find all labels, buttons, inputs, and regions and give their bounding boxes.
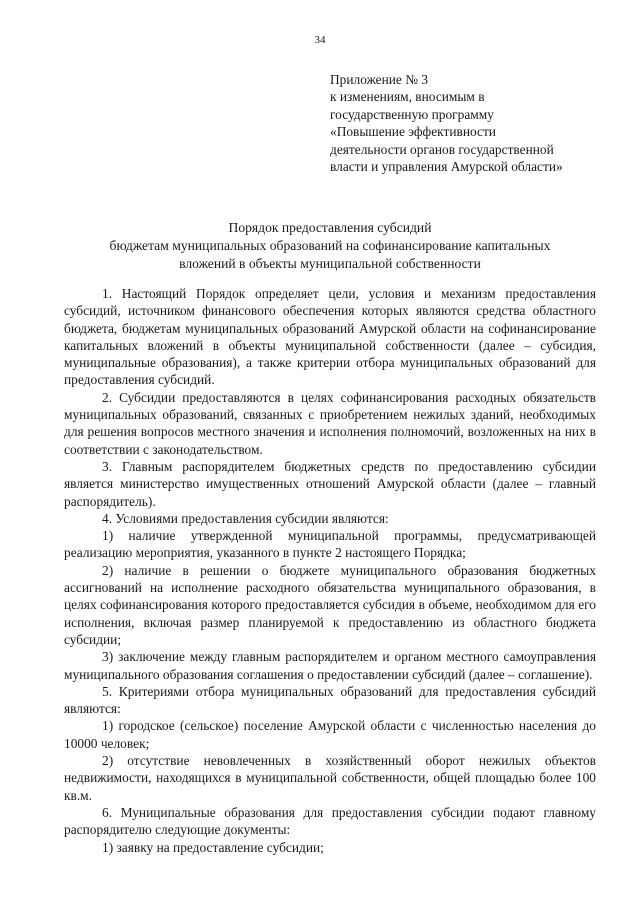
paragraph-5: 5. Критериями отбора муниципальных образований для предоставления субсидий являются: — [64, 683, 596, 717]
appendix-line: деятельности органов государственной — [330, 141, 554, 157]
paragraph-2: 2. Субсидии предоставляются в целях софинансирования расходных обязательств муниципальных образований, связанных с приобретением нежилых зданий, необходимых для решения вопросов местного значения и исполнения полномочий, возложенных на них в соответствии с законодательством. — [64, 389, 596, 457]
appendix-line: власти и управления Амурской области» — [330, 159, 563, 175]
document-body — [64, 285, 596, 856]
title-line: вложений в объекты муниципальной собственности — [179, 256, 481, 272]
paragraph-6-item-1: 1) заявку на предоставление субсидии; — [102, 839, 324, 855]
paragraph-6: 6. Муниципальные образования для предоставления субсидии подают главному распорядителю следующие документы: — [64, 804, 596, 838]
title-line: бюджетам муниципальных образований на софинансирование капитальных — [109, 238, 551, 254]
appendix-line: к изменениям, вносимым в — [330, 89, 485, 105]
paragraph-5-item-2: 2) отсутствие невовлеченных в хозяйственный оборот нежилых объектов недвижимости, находящихся в муниципальной собственности, общей площадью более 100 кв.м. — [64, 753, 596, 803]
paragraph-4-item-1: 1) наличие утвержденной муниципальной программы, предусматривающей реализацию мероприятия, указанного в пункте 2 настоящего Порядка; — [64, 528, 596, 561]
title-line: Порядок предоставления субсидий — [228, 220, 432, 235]
paragraph-5-item-1: 1) городское (сельское) поселение Амурской области с численностью населения до 10000 человек; — [64, 718, 596, 751]
appendix-line: Приложение № 3 — [330, 72, 429, 87]
paragraph-4-item-3: 3) заключение между главным распорядителем и органом местного самоуправления муниципального образования соглашения о предоставлении субсидий (далее – соглашение). — [64, 649, 596, 682]
paragraph-4-item-2: 2) наличие в решении о бюджете муниципального образования бюджетных ассигнований на исполнение расходного обязательства муниципального образования, в целях софинансирования которого предоставляется субсидия в объеме, необходимом для его исполнения, включая размер планируемой к предоставлению из областного бюджета субсидии; — [64, 562, 596, 647]
page-number: 34 — [314, 34, 326, 46]
appendix-header — [330, 71, 620, 175]
paragraph-3: 3. Главным распорядителем бюджетных средств по предоставлению субсидии является министерство имущественных отношений Амурской области (далее – главный распорядитель). — [64, 458, 596, 509]
appendix-line: «Повышение эффективности — [330, 124, 496, 140]
paragraph-4: 4. Условиями предоставления субсидии являются: — [102, 510, 389, 526]
appendix-line: государственную программу — [330, 106, 494, 122]
document-title — [40, 219, 620, 274]
paragraph-1: 1. Настоящий Порядок определяет цели, условия и механизм предоставления субсидий, источником финансового обеспечения которых являются средства областного бюджета, бюджетам муниципальных образований Амурской области на софинансирование капитальных вложений в объекты муниципальной собственности (далее – субсидия, муниципальные образования), а также критерии отбора муниципальных образований для предоставления субсидий. — [64, 286, 596, 388]
